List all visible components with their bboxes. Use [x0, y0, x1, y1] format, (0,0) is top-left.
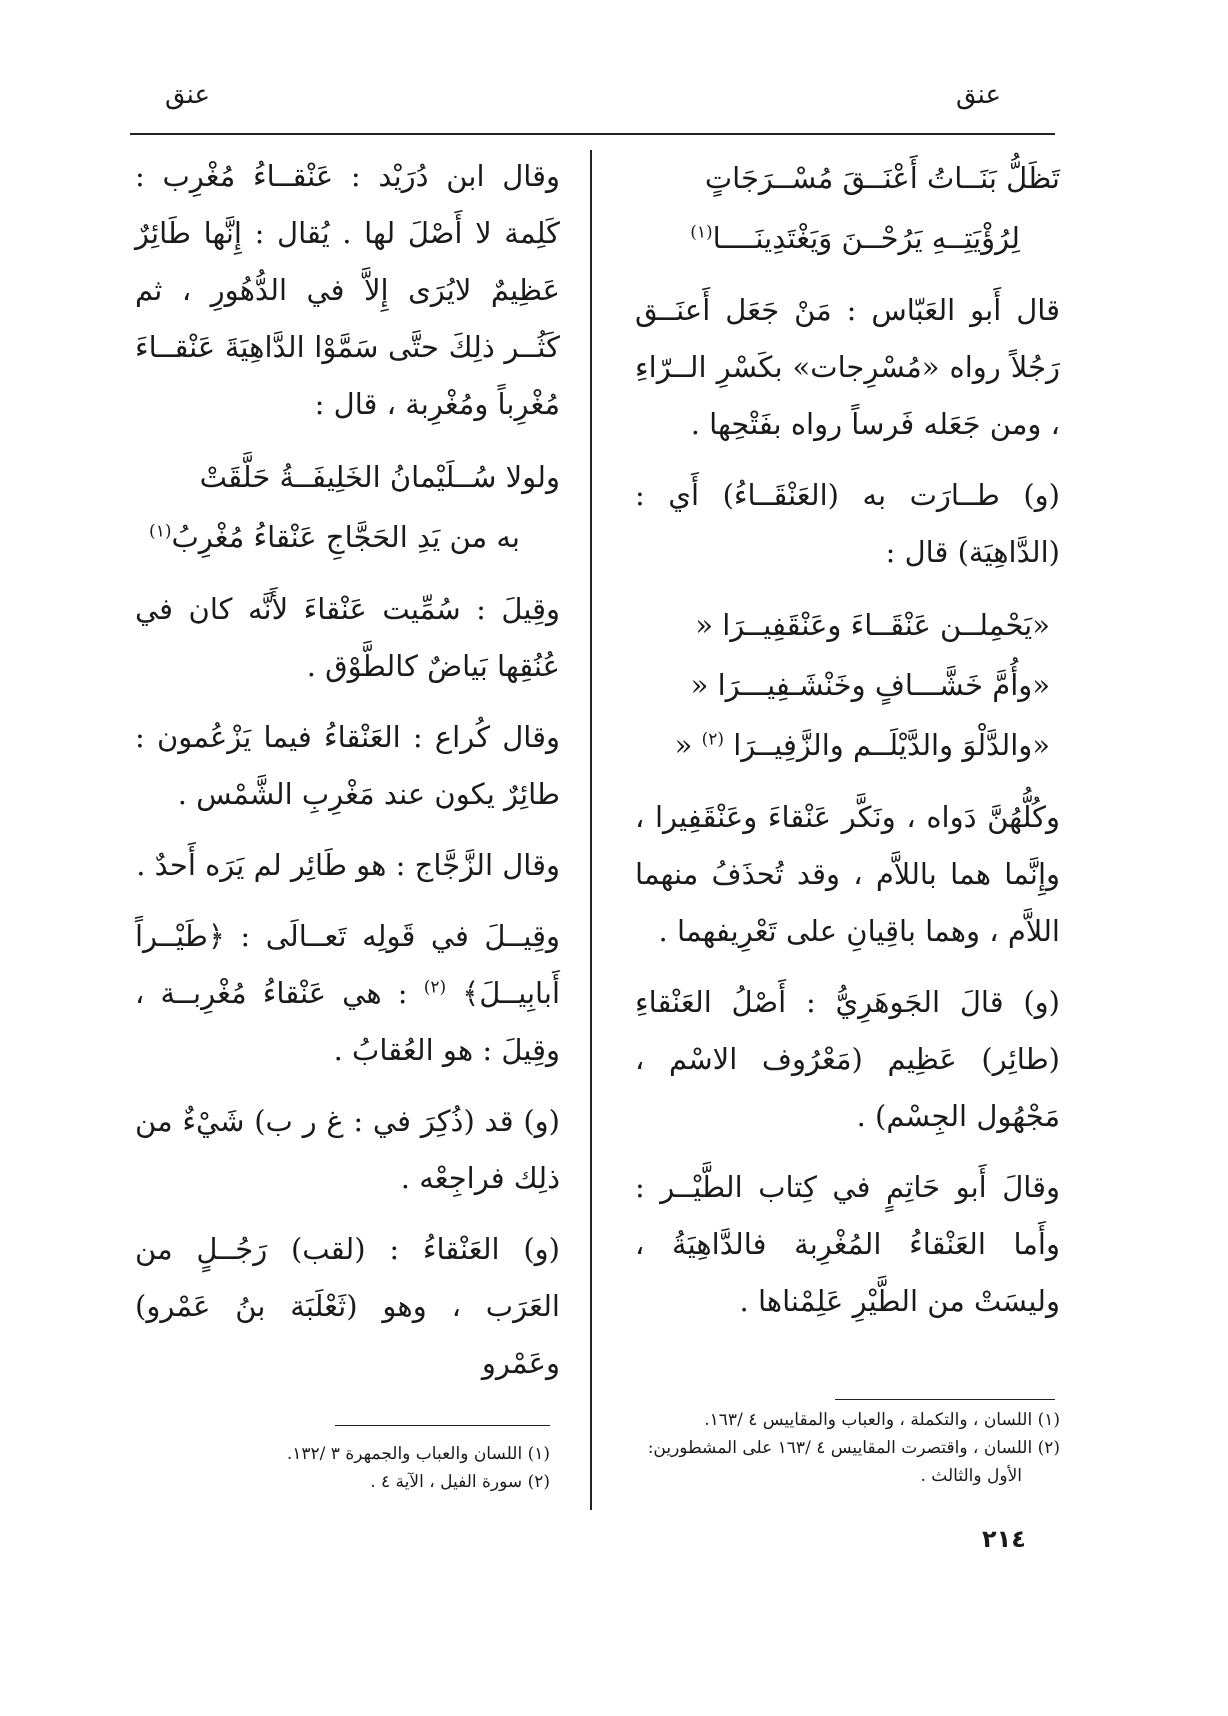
paragraph: (و) طــارَت به (العَنْقَــاءُ) أَي : (الدَّاهِيَة) قال : [635, 478, 1060, 569]
footnote-continuation: الأول والثالث . [920, 1466, 1022, 1486]
footnote-rule [835, 1399, 1055, 1400]
rajaz-end-mark: « [674, 728, 693, 762]
footnote: (٢) اللسان ، واقتصرت المقاييس ٤ /١٦٣ على المشطورين: [647, 1438, 1060, 1458]
verse-line: ولولا سُــلَيْمانُ الخَلِيفَــةُ حَلَّقَتْ [199, 460, 560, 494]
paragraph: (و) قد (ذُكِرَ في : غ ر ب) شَيْءٌ من ذلِك فراجِعْه . [135, 1104, 560, 1195]
verse-block [635, 148, 1060, 268]
paragraph: وقالَ أَبو حَاتِمٍ في كِتاب الطَّيْــر : وأَما العَنْقاءُ المُغْرِبة فالدَّاهِيَةُ ، وليسَتْ من الطَّيْرِ عَلِمْناها . [635, 1170, 1060, 1318]
rajaz-line: «وأُمَّ خَشَّـــافٍ وخَنْشَـفِيـــرَا « [690, 668, 1050, 702]
paragraph [135, 908, 560, 1079]
footnote-marker: (١) [149, 521, 172, 542]
verse-text: به من يَدِ الحَجَّاجِ عَنْقاءُ مُغْرِبُ [171, 520, 520, 554]
footnotes-right [635, 1406, 1060, 1490]
paragraph: وكُلُّهُنَّ دَواه ، ونَكَّر عَنْقاءَ وعَنْقَفِيرا ، وإِنَّما هما باللاَّم ، وقد تُحذَفُ منهما اللاَّم ، وهما باقِيانِ على تَعْرِيفهما . [635, 800, 1060, 948]
verse-line: تَظَلُّ بَنَــاتُ أَعْنَــقَ مُسْــرَجَاتٍ [704, 161, 1060, 195]
right-column [635, 148, 1060, 1344]
verse-block [135, 447, 560, 567]
header-rule [130, 133, 1055, 135]
paragraph: قال أَبو العَبّاس : مَنْ جَعَل أَعنَــق رَجُلاً رواه «مُسْرِجات» بكَسْرِ الــرّاءِ ، ومن جَعَله فَرساً رواه بفَتْحِها . [635, 293, 1060, 441]
paragraph: وقِيلَ : سُمِّيت عَنْقاءَ لأَنَّه كان في عُنُقِها بَياضٌ كالطَّوْق . [135, 592, 560, 683]
footnote: (١) اللسان ، والتكملة ، والعباب والمقاييس ٤ /١٦٣. [704, 1410, 1060, 1430]
rajaz-line: «يَحْمِلــن عَنْقَــاءَ وعَنْقَفِيــرَا « [695, 608, 1050, 642]
footnote-marker: (١) [690, 222, 713, 243]
rajaz-block [635, 595, 1060, 775]
column-divider [590, 150, 592, 1510]
rajaz-text: «والدَّلْوَ والدَّيْلَــم والزَّفِيــرَا [733, 728, 1050, 762]
page-number: ٢١٤ [982, 1525, 1026, 1553]
footnote: (٢) سورة الفيل ، الآية ٤ . [370, 1472, 550, 1492]
header-entry-word-left: عنق [165, 80, 211, 110]
footnote-marker: (٢) [423, 977, 447, 998]
paragraph: (و) قالَ الجَوهَرِيُّ : أَصْلُ العَنْقاءِ (طائِر) عَظِيم (مَعْرُوف الاسْم ، مَجْهُول الجِسْم) . [635, 985, 1060, 1133]
paragraph-text: وقِيــلَ في قَولِه تَعــالَى : ﴿طَيْــراً أَبابِيــلَ﴾ [135, 919, 560, 1010]
verse-line [135, 507, 560, 567]
paragraph: (و) العَنْقاءُ : (لقب) رَجُــلٍ من العَرَب ، وهو (ثَعْلَبَة بنُ عَمْرو) وعَمْرو [135, 1232, 560, 1380]
footnote-marker: (٢) [701, 729, 725, 750]
paragraph-text: : هي عَنْقاءُ مُغْرِبــة ، وقِيلَ : هو العُقابُ . [135, 976, 560, 1067]
verse-line [635, 208, 1060, 268]
paragraph: وقال الزَّجَّاج : هو طَائِر لم يَرَه أَحدٌ . [136, 848, 560, 882]
paragraph: وقال كُراع : العَنْقاءُ فيما يَزْعُمون : طائِرٌ يكون عند مَغْرِبِ الشَّمْس . [135, 720, 560, 811]
left-column [135, 148, 560, 1406]
paragraph: وقال ابن دُرَيْد : عَنْقــاءُ مُغْرِب : كَلِمة لا أَصْلَ لها . يُقال : إِنَّها طَائِرٌ عَظِيمٌ لايُرَى إِلاَّ في الدُّهُورِ ، ثم كَثُــر ذلِكَ حتَّى سَمَّوْا الدَّاهِيَةَ عَنْقــاءَ مُغْرِباً ومُغْرِبة ، قال : [135, 159, 560, 421]
footnote-rule [335, 1425, 550, 1426]
footnote: (١) اللسان والعباب والجمهرة ٣ /١٣٢. [286, 1444, 550, 1464]
footnotes-left [250, 1440, 550, 1496]
rajaz-line [635, 715, 1060, 775]
verse-text: لِرُؤْيَتِــهِ يَرُحْــنَ وَيَغْتَدِينَــــا [712, 221, 1020, 255]
header-entry-word-right: عنق [956, 80, 1002, 110]
